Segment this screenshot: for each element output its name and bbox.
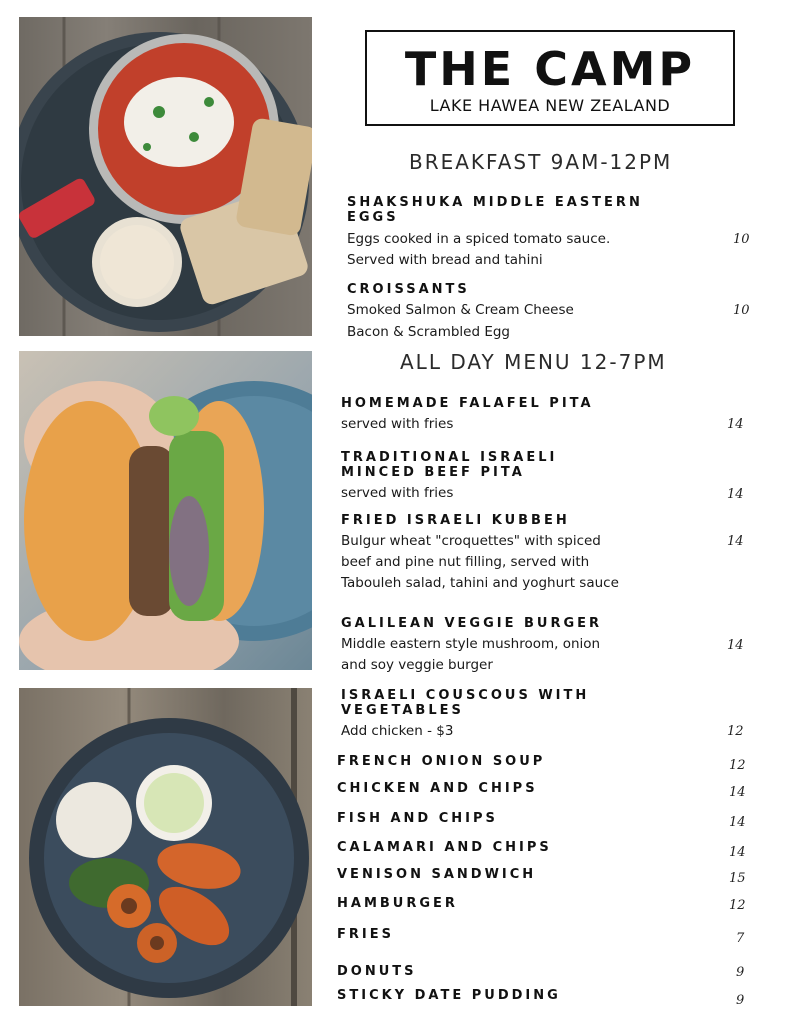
menu-item-price: 14 bbox=[727, 534, 744, 549]
menu-item-price: 12 bbox=[729, 758, 746, 773]
menu-item-name: ISRAELI COUSCOUS WITH bbox=[341, 688, 590, 703]
menu-item-description: Eggs cooked in a spiced tomato sauce. bbox=[347, 231, 611, 247]
menu-item-description: Add chicken - $3 bbox=[341, 723, 454, 739]
menu-item-price: 14 bbox=[729, 785, 746, 800]
menu-item-description: and soy veggie burger bbox=[341, 657, 493, 673]
menu-item-description: served with fries bbox=[341, 485, 454, 501]
menu-item-price: 14 bbox=[727, 487, 744, 502]
menu-item-price: 14 bbox=[729, 815, 746, 830]
menu-item-price: 12 bbox=[727, 724, 744, 739]
menu-item-name: CROISSANTS bbox=[347, 282, 470, 297]
menu-item-price: 14 bbox=[729, 845, 746, 860]
menu-item-name: DONUTS bbox=[337, 964, 417, 979]
menu-item-name: MINCED BEEF PITA bbox=[341, 465, 525, 480]
menu-item-price: 15 bbox=[729, 871, 746, 886]
menu-item-name: VEGETABLES bbox=[341, 703, 464, 718]
menu-item-price: 12 bbox=[729, 898, 746, 913]
shakshuka-photo bbox=[19, 17, 312, 336]
menu-item-price: 14 bbox=[727, 638, 744, 653]
menu-item-name: STICKY DATE PUDDING bbox=[337, 988, 561, 1003]
breakfast-heading: BREAKFAST 9AM-12PM bbox=[409, 150, 673, 174]
menu-item-name: CHICKEN AND CHIPS bbox=[337, 781, 538, 796]
menu-item-name: FRIED ISRAELI KUBBEH bbox=[341, 513, 570, 528]
restaurant-location: LAKE HAWEA NEW ZEALAND bbox=[429, 96, 671, 115]
logo-box bbox=[365, 30, 735, 126]
menu-item-name: GALILEAN VEGGIE BURGER bbox=[341, 616, 603, 631]
menu-item-price: 9 bbox=[736, 965, 745, 980]
all-day-heading: ALL DAY MENU 12-7PM bbox=[400, 350, 667, 374]
menu-item-name: HOMEMADE FALAFEL PITA bbox=[341, 396, 594, 411]
menu-item-name: CALAMARI AND CHIPS bbox=[337, 840, 552, 855]
menu-item-price: 14 bbox=[727, 417, 744, 432]
restaurant-name: THE CAMP bbox=[404, 42, 696, 96]
menu-item-description: Served with bread and tahini bbox=[347, 252, 543, 268]
menu-item-description: Bacon & Scrambled Egg bbox=[347, 324, 511, 340]
falafel-pita-photo bbox=[19, 351, 312, 670]
menu-item-description: served with fries bbox=[341, 416, 454, 432]
menu-item-name: EGGS bbox=[347, 210, 399, 225]
menu-item-name: SHAKSHUKA MIDDLE EASTERN bbox=[347, 195, 643, 210]
menu-item-price: 7 bbox=[736, 931, 745, 946]
menu-item-description: Bulgur wheat "croquettes" with spiced bbox=[341, 533, 601, 549]
menu-item-name: FISH AND CHIPS bbox=[337, 811, 498, 826]
menu-item-description: Smoked Salmon & Cream Cheese bbox=[347, 302, 574, 318]
menu-item-name: FRENCH ONION SOUP bbox=[337, 754, 546, 769]
menu-item-price: 10 bbox=[733, 232, 750, 247]
menu-item-price: 9 bbox=[736, 993, 745, 1008]
menu-item-name: TRADITIONAL ISRAELI bbox=[341, 450, 558, 465]
menu-item-name: FRIES bbox=[337, 927, 394, 942]
menu-item-price: 10 bbox=[733, 303, 750, 318]
menu-item-description: beef and pine nut filling, served with bbox=[341, 554, 590, 570]
menu-item-description: Middle eastern style mushroom, onion bbox=[341, 636, 601, 652]
menu-item-description: Tabouleh salad, tahini and yoghurt sauce bbox=[341, 575, 619, 591]
menu-item-name: VENISON SANDWICH bbox=[337, 867, 537, 882]
menu-item-name: HAMBURGER bbox=[337, 896, 458, 911]
kubbeh-photo bbox=[19, 688, 312, 1006]
